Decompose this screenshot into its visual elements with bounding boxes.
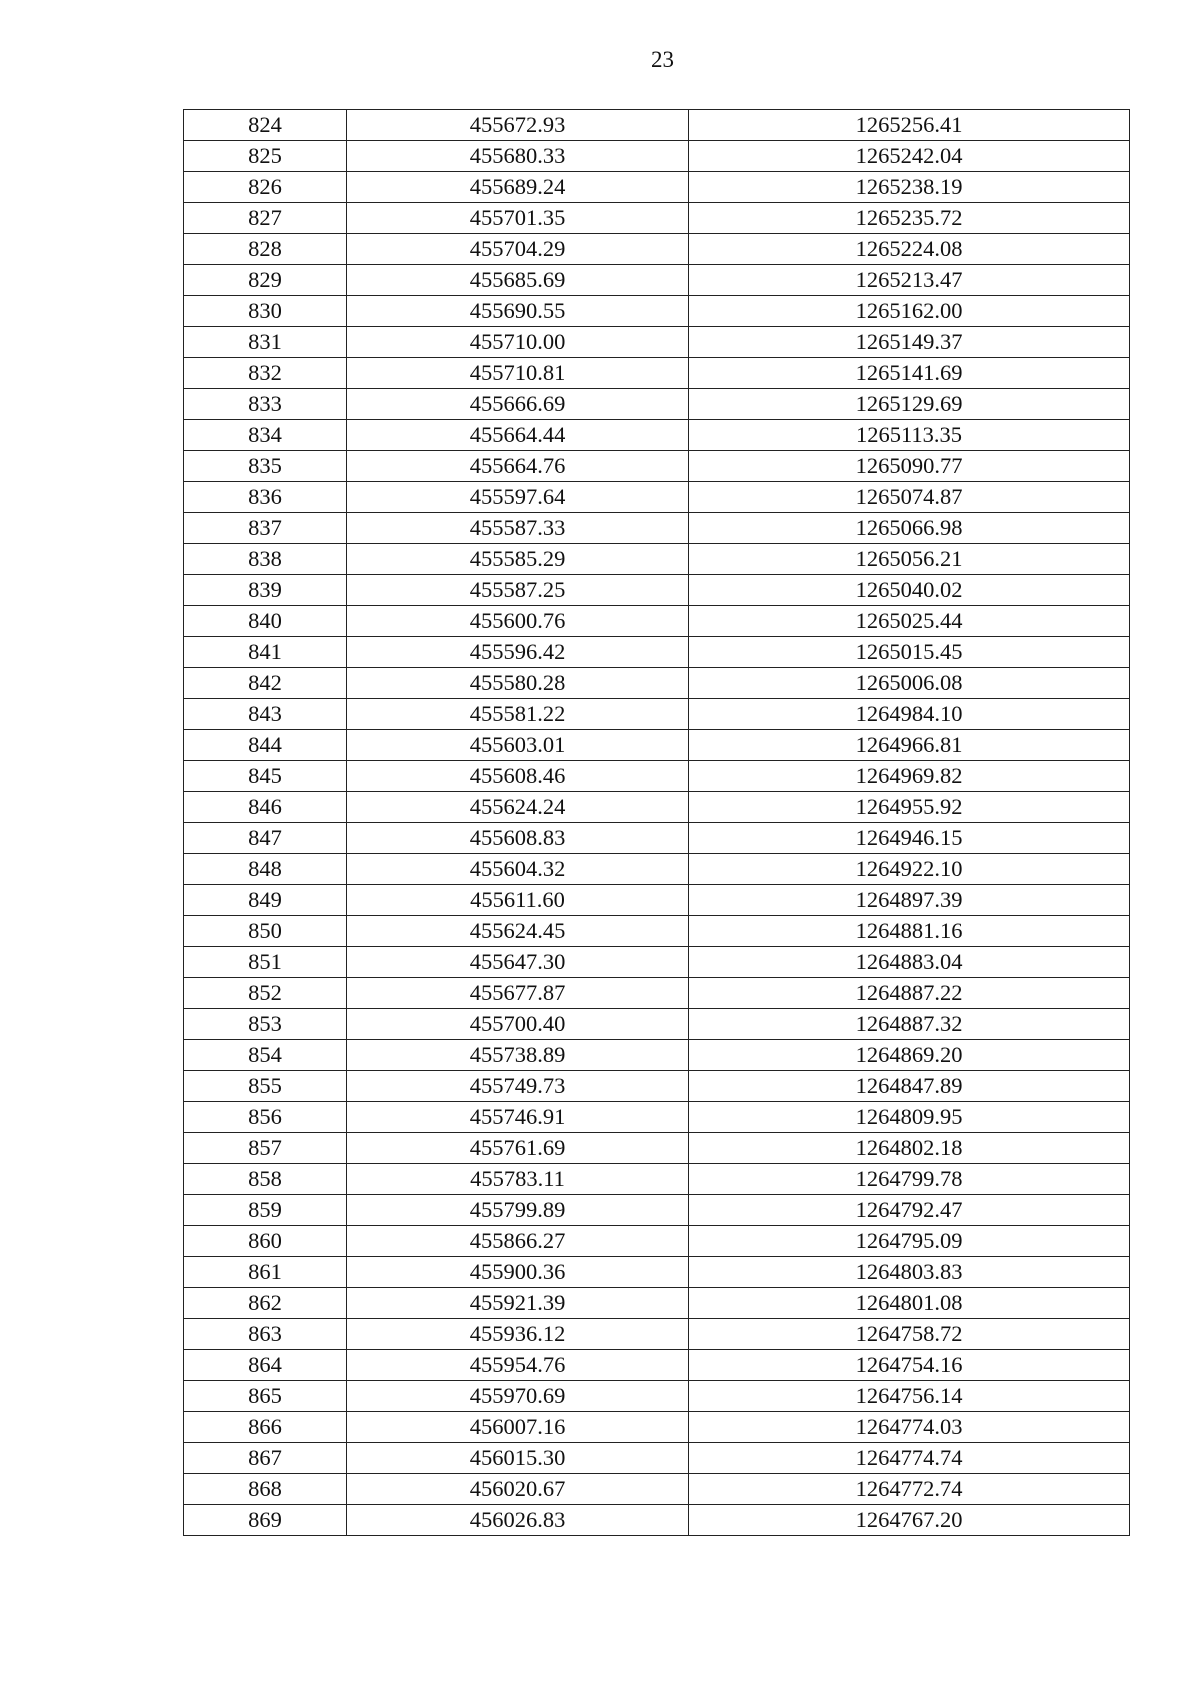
point-number-cell: 831 [184, 327, 347, 358]
table-row [184, 513, 1130, 544]
y-coordinate-cell: 1264946.15 [689, 823, 1130, 854]
table-row [184, 1257, 1130, 1288]
y-coordinate-cell: 1265040.02 [689, 575, 1130, 606]
point-number-cell: 851 [184, 947, 347, 978]
x-coordinate-cell: 455749.73 [347, 1071, 689, 1102]
point-number-cell: 824 [184, 110, 347, 141]
point-number-cell: 857 [184, 1133, 347, 1164]
y-coordinate-cell: 1265149.37 [689, 327, 1130, 358]
y-coordinate-cell: 1265074.87 [689, 482, 1130, 513]
point-number-cell: 841 [184, 637, 347, 668]
table-row [184, 234, 1130, 265]
x-coordinate-cell: 455624.45 [347, 916, 689, 947]
y-coordinate-cell: 1264801.08 [689, 1288, 1130, 1319]
y-coordinate-cell: 1265066.98 [689, 513, 1130, 544]
x-coordinate-cell: 455647.30 [347, 947, 689, 978]
point-number-cell: 864 [184, 1350, 347, 1381]
point-number-cell: 863 [184, 1319, 347, 1350]
table-row [184, 823, 1130, 854]
table-row [184, 141, 1130, 172]
point-number-cell: 842 [184, 668, 347, 699]
point-number-cell: 845 [184, 761, 347, 792]
table-row [184, 172, 1130, 203]
point-number-cell: 852 [184, 978, 347, 1009]
table-row [184, 1412, 1130, 1443]
point-number-cell: 836 [184, 482, 347, 513]
point-number-cell: 835 [184, 451, 347, 482]
y-coordinate-cell: 1264795.09 [689, 1226, 1130, 1257]
y-coordinate-cell: 1265256.41 [689, 110, 1130, 141]
point-number-cell: 860 [184, 1226, 347, 1257]
y-coordinate-cell: 1265090.77 [689, 451, 1130, 482]
x-coordinate-cell: 455611.60 [347, 885, 689, 916]
y-coordinate-cell: 1265006.08 [689, 668, 1130, 699]
y-coordinate-cell: 1264774.03 [689, 1412, 1130, 1443]
y-coordinate-cell: 1264802.18 [689, 1133, 1130, 1164]
point-number-cell: 858 [184, 1164, 347, 1195]
point-number-cell: 850 [184, 916, 347, 947]
point-number-cell: 846 [184, 792, 347, 823]
table-row [184, 606, 1130, 637]
x-coordinate-cell: 455866.27 [347, 1226, 689, 1257]
point-number-cell: 868 [184, 1474, 347, 1505]
table-row [184, 110, 1130, 141]
y-coordinate-cell: 1264774.74 [689, 1443, 1130, 1474]
x-coordinate-cell: 455672.93 [347, 110, 689, 141]
point-number-cell: 848 [184, 854, 347, 885]
point-number-cell: 856 [184, 1102, 347, 1133]
point-number-cell: 840 [184, 606, 347, 637]
point-number-cell: 847 [184, 823, 347, 854]
point-number-cell: 837 [184, 513, 347, 544]
table-row [184, 1288, 1130, 1319]
y-coordinate-cell: 1265224.08 [689, 234, 1130, 265]
y-coordinate-cell: 1264955.92 [689, 792, 1130, 823]
page-number: 23 [651, 47, 674, 72]
y-coordinate-cell: 1264799.78 [689, 1164, 1130, 1195]
x-coordinate-cell: 455600.76 [347, 606, 689, 637]
point-number-cell: 843 [184, 699, 347, 730]
coordinate-table [183, 109, 1130, 1536]
y-coordinate-cell: 1264809.95 [689, 1102, 1130, 1133]
table-row [184, 1040, 1130, 1071]
x-coordinate-cell: 455799.89 [347, 1195, 689, 1226]
table-row [184, 1381, 1130, 1412]
x-coordinate-cell: 455954.76 [347, 1350, 689, 1381]
point-number-cell: 854 [184, 1040, 347, 1071]
x-coordinate-cell: 455604.32 [347, 854, 689, 885]
point-number-cell: 838 [184, 544, 347, 575]
x-coordinate-cell: 455581.22 [347, 699, 689, 730]
y-coordinate-cell: 1264803.83 [689, 1257, 1130, 1288]
point-number-cell: 866 [184, 1412, 347, 1443]
y-coordinate-cell: 1264792.47 [689, 1195, 1130, 1226]
x-coordinate-cell: 456015.30 [347, 1443, 689, 1474]
x-coordinate-cell: 455704.29 [347, 234, 689, 265]
point-number-cell: 826 [184, 172, 347, 203]
x-coordinate-cell: 455680.33 [347, 141, 689, 172]
table-row [184, 575, 1130, 606]
point-number-cell: 861 [184, 1257, 347, 1288]
x-coordinate-cell: 455664.76 [347, 451, 689, 482]
x-coordinate-cell: 455710.00 [347, 327, 689, 358]
x-coordinate-cell: 456026.83 [347, 1505, 689, 1536]
x-coordinate-cell: 455970.69 [347, 1381, 689, 1412]
x-coordinate-cell: 455580.28 [347, 668, 689, 699]
y-coordinate-cell: 1265129.69 [689, 389, 1130, 420]
x-coordinate-cell: 455746.91 [347, 1102, 689, 1133]
y-coordinate-cell: 1264897.39 [689, 885, 1130, 916]
table-row [184, 1195, 1130, 1226]
y-coordinate-cell: 1264969.82 [689, 761, 1130, 792]
x-coordinate-cell: 455666.69 [347, 389, 689, 420]
table-row [184, 358, 1130, 389]
y-coordinate-cell: 1264869.20 [689, 1040, 1130, 1071]
x-coordinate-cell: 455783.11 [347, 1164, 689, 1195]
x-coordinate-cell: 455608.83 [347, 823, 689, 854]
y-coordinate-cell: 1264922.10 [689, 854, 1130, 885]
table-row [184, 1071, 1130, 1102]
table-row [184, 1443, 1130, 1474]
table-row [184, 668, 1130, 699]
y-coordinate-cell: 1264847.89 [689, 1071, 1130, 1102]
table-row [184, 1226, 1130, 1257]
y-coordinate-cell: 1265162.00 [689, 296, 1130, 327]
table-row [184, 482, 1130, 513]
point-number-cell: 839 [184, 575, 347, 606]
point-number-cell: 830 [184, 296, 347, 327]
table-row [184, 1133, 1130, 1164]
y-coordinate-cell: 1264966.81 [689, 730, 1130, 761]
x-coordinate-cell: 455585.29 [347, 544, 689, 575]
table-row [184, 544, 1130, 575]
table-row [184, 1319, 1130, 1350]
x-coordinate-cell: 456007.16 [347, 1412, 689, 1443]
table-row [184, 1350, 1130, 1381]
x-coordinate-cell: 455761.69 [347, 1133, 689, 1164]
table-row [184, 420, 1130, 451]
y-coordinate-cell: 1265213.47 [689, 265, 1130, 296]
table-row [184, 265, 1130, 296]
x-coordinate-cell: 455587.25 [347, 575, 689, 606]
table-row [184, 389, 1130, 420]
x-coordinate-cell: 456020.67 [347, 1474, 689, 1505]
table-row [184, 730, 1130, 761]
y-coordinate-cell: 1264756.14 [689, 1381, 1130, 1412]
table-row [184, 947, 1130, 978]
point-number-cell: 853 [184, 1009, 347, 1040]
table-row [184, 637, 1130, 668]
table-row [184, 1474, 1130, 1505]
table-row [184, 1164, 1130, 1195]
coordinate-table-body [184, 110, 1130, 1536]
x-coordinate-cell: 455900.36 [347, 1257, 689, 1288]
x-coordinate-cell: 455624.24 [347, 792, 689, 823]
x-coordinate-cell: 455700.40 [347, 1009, 689, 1040]
table-row [184, 916, 1130, 947]
y-coordinate-cell: 1264754.16 [689, 1350, 1130, 1381]
x-coordinate-cell: 455664.44 [347, 420, 689, 451]
point-number-cell: 855 [184, 1071, 347, 1102]
x-coordinate-cell: 455597.64 [347, 482, 689, 513]
table-row [184, 1009, 1130, 1040]
x-coordinate-cell: 455710.81 [347, 358, 689, 389]
y-coordinate-cell: 1264772.74 [689, 1474, 1130, 1505]
x-coordinate-cell: 455596.42 [347, 637, 689, 668]
y-coordinate-cell: 1265025.44 [689, 606, 1130, 637]
y-coordinate-cell: 1265242.04 [689, 141, 1130, 172]
y-coordinate-cell: 1265015.45 [689, 637, 1130, 668]
point-number-cell: 833 [184, 389, 347, 420]
table-row [184, 699, 1130, 730]
y-coordinate-cell: 1265113.35 [689, 420, 1130, 451]
x-coordinate-cell: 455685.69 [347, 265, 689, 296]
x-coordinate-cell: 455738.89 [347, 1040, 689, 1071]
x-coordinate-cell: 455921.39 [347, 1288, 689, 1319]
y-coordinate-cell: 1264883.04 [689, 947, 1130, 978]
point-number-cell: 859 [184, 1195, 347, 1226]
table-row [184, 978, 1130, 1009]
table-row [184, 1505, 1130, 1536]
y-coordinate-cell: 1265141.69 [689, 358, 1130, 389]
table-row [184, 451, 1130, 482]
table-row [184, 296, 1130, 327]
table-row [184, 203, 1130, 234]
y-coordinate-cell: 1264881.16 [689, 916, 1130, 947]
y-coordinate-cell: 1264887.32 [689, 1009, 1130, 1040]
x-coordinate-cell: 455587.33 [347, 513, 689, 544]
y-coordinate-cell: 1265238.19 [689, 172, 1130, 203]
y-coordinate-cell: 1264887.22 [689, 978, 1130, 1009]
table-row [184, 792, 1130, 823]
x-coordinate-cell: 455677.87 [347, 978, 689, 1009]
point-number-cell: 849 [184, 885, 347, 916]
point-number-cell: 829 [184, 265, 347, 296]
y-coordinate-cell: 1265235.72 [689, 203, 1130, 234]
point-number-cell: 865 [184, 1381, 347, 1412]
point-number-cell: 867 [184, 1443, 347, 1474]
y-coordinate-cell: 1264984.10 [689, 699, 1130, 730]
point-number-cell: 832 [184, 358, 347, 389]
x-coordinate-cell: 455936.12 [347, 1319, 689, 1350]
table-row [184, 761, 1130, 792]
x-coordinate-cell: 455689.24 [347, 172, 689, 203]
y-coordinate-cell: 1265056.21 [689, 544, 1130, 575]
table-row [184, 1102, 1130, 1133]
y-coordinate-cell: 1264758.72 [689, 1319, 1130, 1350]
table-row [184, 885, 1130, 916]
y-coordinate-cell: 1264767.20 [689, 1505, 1130, 1536]
point-number-cell: 825 [184, 141, 347, 172]
x-coordinate-cell: 455603.01 [347, 730, 689, 761]
point-number-cell: 862 [184, 1288, 347, 1319]
x-coordinate-cell: 455701.35 [347, 203, 689, 234]
table-row [184, 327, 1130, 358]
x-coordinate-cell: 455690.55 [347, 296, 689, 327]
point-number-cell: 828 [184, 234, 347, 265]
point-number-cell: 844 [184, 730, 347, 761]
point-number-cell: 827 [184, 203, 347, 234]
x-coordinate-cell: 455608.46 [347, 761, 689, 792]
table-row [184, 854, 1130, 885]
point-number-cell: 869 [184, 1505, 347, 1536]
point-number-cell: 834 [184, 420, 347, 451]
